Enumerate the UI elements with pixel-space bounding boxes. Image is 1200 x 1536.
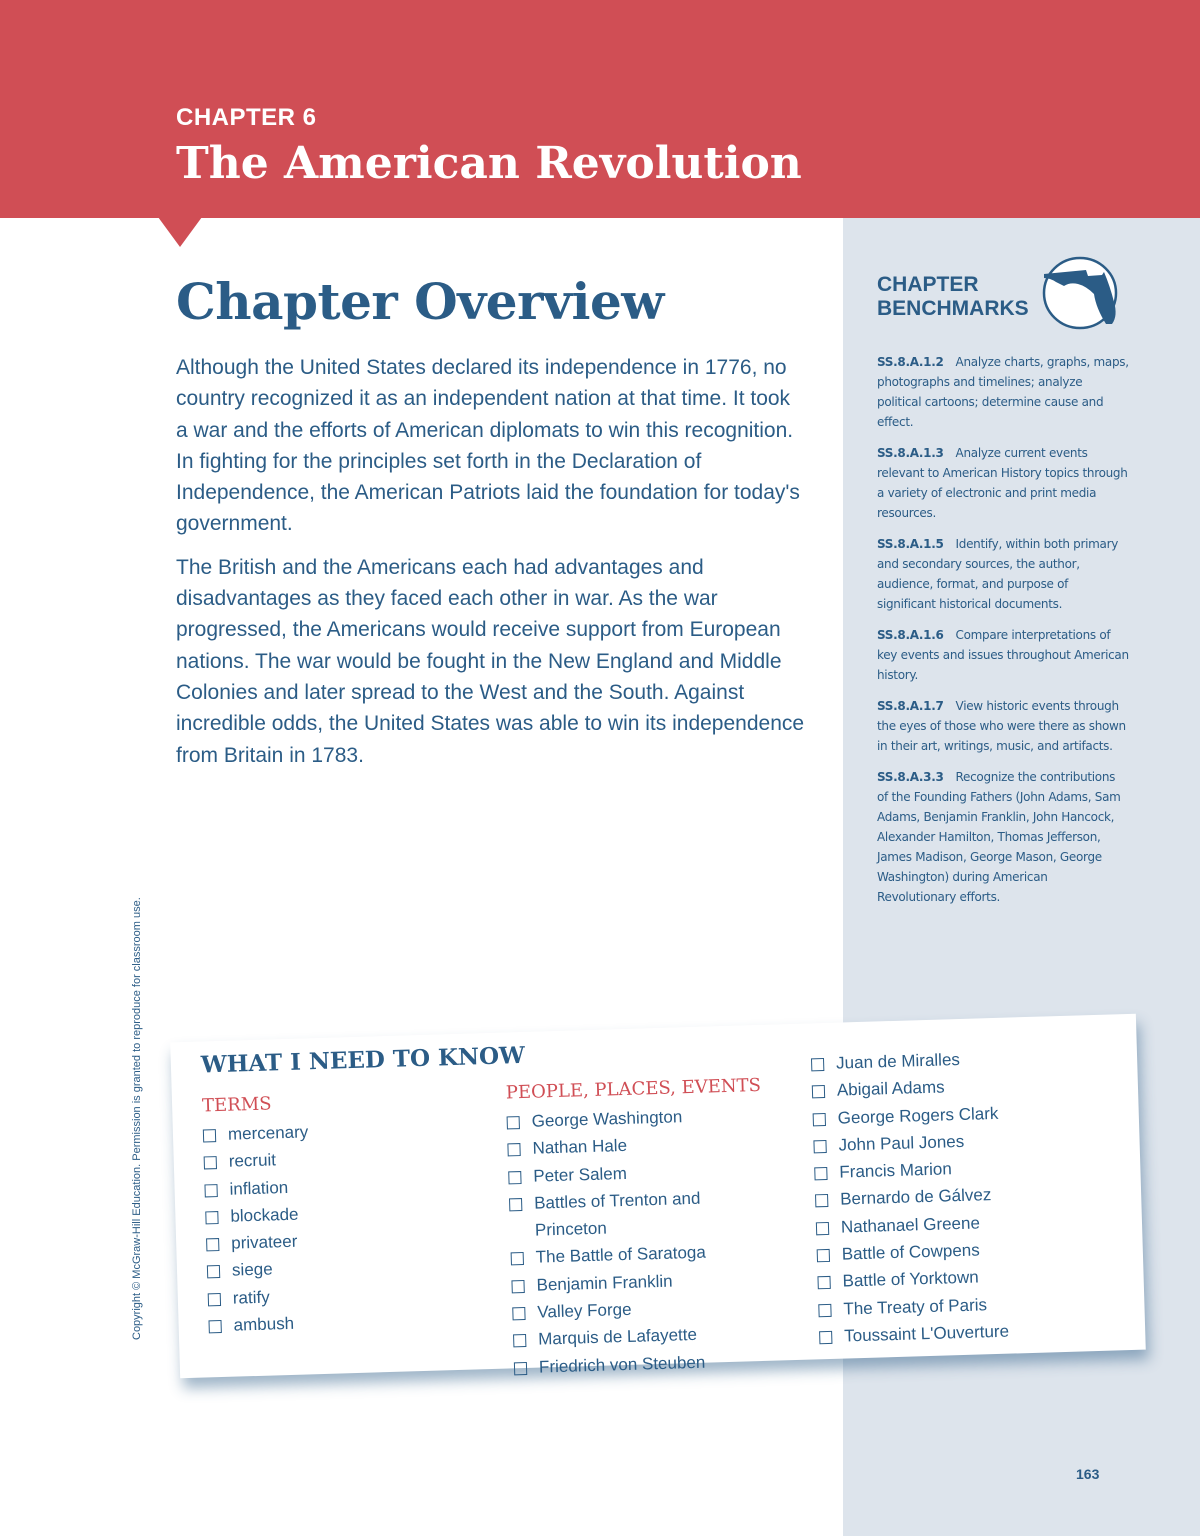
people-list-continued — [811, 1042, 1110, 1351]
checkbox[interactable] — [206, 1238, 219, 1251]
checklist-label: inflation — [229, 1177, 289, 1199]
checklist-label: Benjamin Franklin — [536, 1271, 673, 1295]
checklist-label: George Washington — [531, 1107, 683, 1131]
florida-state-icon — [1040, 256, 1122, 330]
benchmark-text: Analyze charts, graphs, maps, photographs and timelines; analyze political cartoons; determine cause and effect. — [877, 355, 1129, 429]
benchmark-item — [877, 625, 1129, 685]
benchmark-code: SS.8.A.1.6 — [877, 628, 944, 642]
checklist-label: Bernardo de Gálvez — [839, 1185, 992, 1210]
overview-title: Chapter Overview — [176, 272, 664, 331]
checkbox[interactable] — [815, 1194, 828, 1207]
checkbox[interactable] — [511, 1280, 524, 1293]
checklist-label: mercenary — [227, 1122, 309, 1144]
checklist-label: Marquis de Lafayette — [537, 1325, 698, 1349]
checkbox[interactable] — [514, 1362, 527, 1375]
checkbox[interactable] — [507, 1116, 520, 1129]
checklist-label: Nathanael Greene — [840, 1213, 981, 1237]
overview-paragraph: Although the United States declared its independence in 1776, no country recognized it as an independent nation at that time. It took a war and the efforts of American diplomats to win this recognition. In fighting for the principles set forth in the Declaration of Independence, the American Patriots laid the foundation for today's government. — [176, 356, 800, 536]
checkbox[interactable] — [511, 1252, 524, 1265]
benchmark-code: SS.8.A.1.2 — [877, 355, 944, 369]
checklist-label: blockade — [230, 1204, 299, 1226]
copyright-notice: Copyright © McGraw-Hill Education. Permission is granted to reproduce for classroom use. — [131, 897, 143, 1340]
checklist-label: John Paul Jones — [838, 1131, 965, 1155]
benchmark-code: SS.8.A.1.3 — [877, 446, 944, 460]
checkbox[interactable] — [204, 1184, 217, 1197]
checklist-label: privateer — [230, 1231, 298, 1253]
overview-paragraph: The British and the Americans each had advantages and disadvantages as they faced each other in war. As the war progressed, the Americans would receive support from European nations. The war would be fought in the New England and Middle Colonies and later spread to the West and the South. Against incredible odds, the United States was able to win its independence from Britain in 1783. — [176, 555, 805, 767]
chapter-label: CHAPTER 6 — [176, 104, 317, 131]
checkbox[interactable] — [814, 1167, 827, 1180]
checklist-label: George Rogers Clark — [837, 1103, 999, 1128]
checkbox[interactable] — [507, 1143, 520, 1156]
checkbox[interactable] — [818, 1304, 831, 1317]
checklist-label: Juan de Miralles — [835, 1049, 961, 1073]
benchmark-item — [877, 352, 1129, 432]
checkbox[interactable] — [512, 1307, 525, 1320]
page-number: 163 — [1076, 1466, 1100, 1482]
checkbox[interactable] — [819, 1331, 832, 1344]
checkbox[interactable] — [207, 1266, 220, 1279]
benchmark-code: SS.8.A.1.7 — [877, 699, 944, 713]
benchmark-code: SS.8.A.3.3 — [877, 770, 944, 784]
benchmarks-heading: CHAPTER BENCHMARKS — [877, 273, 1029, 320]
checklist-label: Abigail Adams — [836, 1077, 945, 1100]
checkbox[interactable] — [508, 1171, 521, 1184]
checkbox[interactable] — [203, 1129, 216, 1142]
benchmark-text: Identify, within both primary and secondary sources, the author, audience, format, and purpose of significant historical documents. — [877, 537, 1119, 611]
checklist-label: Peter Salem — [533, 1163, 628, 1186]
benchmark-item — [877, 534, 1129, 614]
checkbox[interactable] — [208, 1293, 221, 1306]
checkbox[interactable] — [509, 1198, 522, 1211]
checkbox[interactable] — [811, 1058, 824, 1071]
benchmarks-list — [877, 352, 1129, 918]
benchmark-item — [877, 767, 1129, 907]
checkbox[interactable] — [812, 1085, 825, 1098]
checkbox[interactable] — [817, 1276, 830, 1289]
checkbox[interactable] — [813, 1113, 826, 1126]
checkbox[interactable] — [205, 1211, 218, 1224]
checkbox[interactable] — [513, 1334, 526, 1347]
banner-notch — [158, 217, 202, 247]
checklist-label: recruit — [228, 1150, 277, 1172]
benchmark-code: SS.8.A.1.5 — [877, 537, 944, 551]
checklist-label: Battle of Cowpens — [841, 1240, 980, 1264]
know-title: WHAT I NEED TO KNOW — [200, 1041, 526, 1079]
checklist-label: The Treaty of Paris — [843, 1294, 988, 1319]
terms-heading: TERMS — [201, 1093, 272, 1117]
benchmark-item — [877, 443, 1129, 523]
checkbox[interactable] — [204, 1156, 217, 1169]
checkbox[interactable] — [816, 1222, 829, 1235]
checklist-label: siege — [231, 1259, 273, 1281]
benchmark-item — [877, 696, 1129, 756]
benchmark-text: Recognize the contributions of the Founding Fathers (John Adams, Sam Adams, Benjamin Franklin, John Hancock, Alexander Hamilton, Thomas Jefferson, James Madison, George Mason, George Washington) during American Revolutionary efforts. — [877, 770, 1121, 904]
benchmark-text: Analyze current events relevant to American History topics through a variety of electronic and print media resources. — [877, 446, 1128, 520]
checklist-label: Battles of Trenton and Princeton — [533, 1188, 701, 1240]
benchmark-text: View historic events through the eyes of those who were there as shown in their art, writings, music, and artifacts. — [877, 699, 1126, 753]
people-heading: PEOPLE, PLACES, EVENTS — [505, 1074, 762, 1104]
checkbox[interactable] — [817, 1249, 830, 1262]
checklist-label: ambush — [233, 1313, 295, 1335]
checklist-label: Nathan Hale — [532, 1136, 628, 1158]
checklist-label: ratify — [232, 1287, 270, 1308]
checklist-label: The Battle of Saratoga — [535, 1243, 707, 1268]
checkbox[interactable] — [813, 1140, 826, 1153]
checklist-label: Valley Forge — [537, 1299, 632, 1322]
checklist-label: Friedrich von Steuben — [538, 1352, 706, 1377]
checklist-label: Battle of Yorktown — [842, 1267, 979, 1291]
checklist-label: Toussaint L'Ouverture — [843, 1321, 1010, 1346]
chapter-title: The American Revolution — [176, 138, 802, 189]
terms-list — [202, 1085, 479, 1339]
people-list — [506, 1072, 805, 1381]
checklist-item — [509, 1182, 800, 1245]
overview-body — [176, 352, 806, 783]
checkbox[interactable] — [208, 1320, 221, 1333]
checklist-label: Francis Marion — [839, 1159, 953, 1182]
benchmark-text: Compare interpretations of key events and issues throughout American history. — [877, 628, 1129, 682]
what-i-need-to-know-card — [170, 1014, 1146, 1379]
